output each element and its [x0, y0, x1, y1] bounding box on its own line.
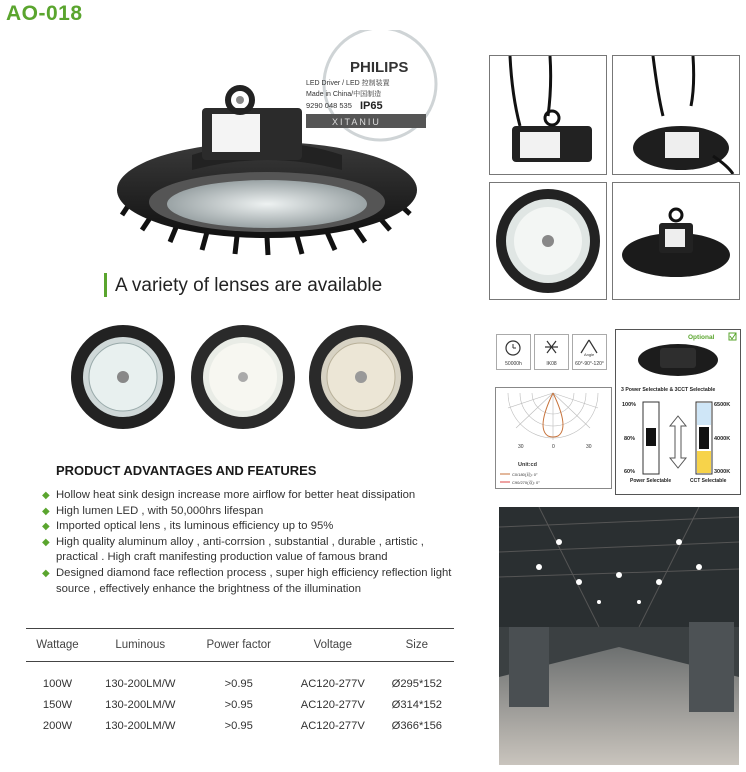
feature-item: ◆ Hollow heat sink design increase more airflow for better heat dissipation — [42, 488, 462, 504]
hero-label-series: XITANIU — [332, 117, 381, 127]
svg-text:Power Selectable: Power Selectable — [630, 478, 672, 484]
svg-text:30: 30 — [518, 444, 524, 450]
hero-label-code: 9290 048 535 — [306, 101, 352, 110]
features-list — [42, 488, 462, 597]
hero-label-line1: LED Driver / LED 控制装置 — [306, 80, 390, 87]
feature-item: ◆ Imported optical lens , its luminous efficiency up to 95% — [42, 519, 462, 535]
power-cct-selectable-panel — [615, 329, 741, 495]
svg-text:Angle: Angle — [584, 352, 595, 357]
feature-item: ◆ High lumen LED , with 50,000hrs lifespan — [42, 504, 462, 520]
hero-label-ip: IP65 — [360, 100, 383, 112]
diamond-bullet-icon: ◆ — [42, 521, 50, 533]
svg-text:Unit:cd: Unit:cd — [518, 462, 537, 468]
table-header-row — [26, 629, 454, 662]
svg-text:60%: 60% — [624, 469, 636, 475]
beam-angle-badge: Angle 60°-90°-120° — [572, 334, 607, 370]
hero-product-image — [92, 30, 452, 270]
svg-text:Optional: Optional — [688, 334, 715, 341]
header-luminous: Luminous — [89, 629, 192, 662]
header-power-factor: Power factor — [192, 629, 286, 662]
ik-rating-badge: IK08 — [534, 334, 569, 370]
svg-text:0: 0 — [552, 444, 555, 450]
hero-label-brand: PHILIPS — [350, 59, 409, 76]
diamond-bullet-icon: ◆ — [42, 567, 50, 579]
table-row: 100W 130-200LM/W >0.95 AC120-277V Ø295*152 — [42, 677, 443, 690]
model-title: AO-018 — [6, 2, 83, 25]
svg-text:C90/270(双): 0°: C90/270(双): 0° — [512, 480, 540, 485]
beam-angle-icon — [573, 335, 606, 359]
ik-shield-icon — [535, 335, 568, 359]
svg-text:CCT Selectable: CCT Selectable — [690, 478, 727, 484]
svg-text:C0/180(双): 0°: C0/180(双): 0° — [512, 472, 538, 477]
lamp-top-thumbnail — [612, 182, 740, 300]
hero-label-line2: Made in China/中国制造 — [306, 91, 382, 98]
svg-text:6500K: 6500K — [714, 402, 731, 408]
driver-back-thumbnail — [612, 55, 740, 175]
svg-text:100%: 100% — [622, 402, 637, 408]
lens-variant-1-image — [68, 322, 178, 432]
table-row: 200W 130-200LM/W >0.95 AC120-277V Ø366*156 — [42, 719, 443, 732]
features-title: PRODUCT ADVANTAGES AND FEATURES — [56, 463, 317, 478]
header-wattage: Wattage — [26, 629, 89, 662]
lamp-front-thumbnail — [489, 182, 607, 300]
lens-title: A variety of lenses are available — [115, 275, 383, 296]
diamond-bullet-icon: ◆ — [42, 490, 50, 501]
svg-text:3 Power Selectable & 3CCT Sele: 3 Power Selectable & 3CCT Selectable — [621, 387, 716, 393]
factory-application-photo — [499, 507, 739, 765]
feature-item: ◆ High quality aluminum alloy , anti-corrsion , substantial , durable , artistic , practical . High craft manifesting production value of famous brand — [42, 535, 424, 564]
polar-light-distribution-diagram — [495, 387, 612, 489]
clock-icon — [497, 335, 530, 359]
feature-item: ◆ Designed diamond face reflection process , super high efficiency reflection light source , effectively enhance the brightness of the illumination — [42, 566, 452, 595]
lifespan-badge: 50000h — [496, 334, 531, 370]
spec-icons-strip — [496, 334, 608, 370]
lens-title-accent-bar — [104, 273, 107, 297]
svg-text:30: 30 — [586, 444, 592, 450]
svg-text:4000K: 4000K — [714, 436, 731, 442]
svg-text:80%: 80% — [624, 436, 636, 442]
lens-variant-3-image — [306, 322, 416, 432]
svg-text:3000K: 3000K — [714, 469, 731, 475]
diamond-bullet-icon: ◆ — [42, 505, 50, 517]
lens-variant-2-image — [188, 322, 298, 432]
header-size: Size — [380, 629, 454, 662]
diamond-bullet-icon: ◆ — [42, 536, 50, 548]
table-row: 150W 130-200LM/W >0.95 AC120-277V Ø314*152 — [42, 698, 443, 711]
driver-side-thumbnail — [489, 55, 607, 175]
header-voltage: Voltage — [286, 629, 380, 662]
spec-table — [26, 628, 454, 736]
